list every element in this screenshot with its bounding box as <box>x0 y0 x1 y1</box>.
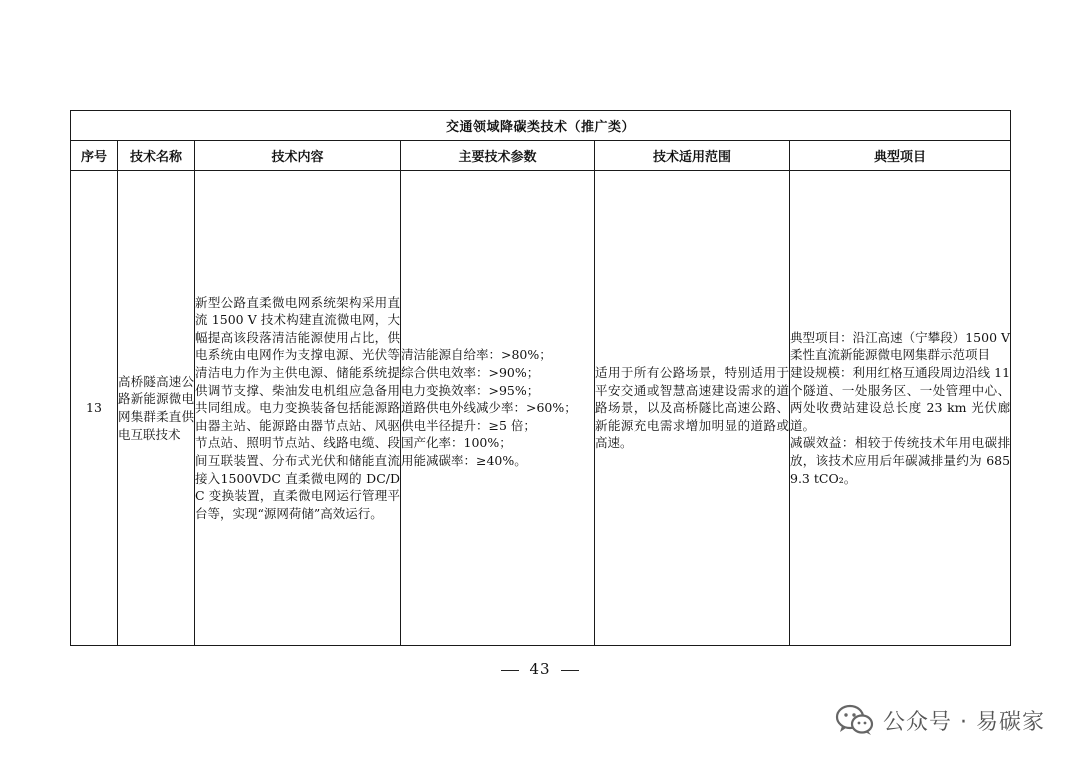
param-line: 国产化率：100%； <box>401 435 512 451</box>
project-paragraph: 建设规模：利用红格互通段周边沿线 11 个隧道、一处服务区、一处管理中心、两处收费站建设总长度 23 km 光伏廊道。 <box>790 365 1011 433</box>
row-main-params <box>401 171 595 646</box>
table-header-row <box>71 141 1011 171</box>
watermark <box>835 702 1045 738</box>
wechat-icon <box>835 703 875 737</box>
param-line: 综合供电效率：>90%； <box>401 365 540 381</box>
row-tech-content: 新型公路直柔微电网系统架构采用直流 1500 V 技术构建直流微电网，大幅提高该段落清洁能源使用占比，供电系统由电网作为支撑电源、光伏等清洁电力作为主供电源、储能系统提供调节支撑、柴油发电机组应急备用共同组成。电力变换装备包括能源路由器主站、能源路由器节点站、风驱节点站、照明节点站、线路电缆、段间互联装置、分布式光伏和储能直流接入1500VDC 直柔微电网的 DC/DC 变换装置，直柔微电网运行管理平台等，实现“源网荷储”高效运行。 <box>195 171 401 646</box>
row-typical-project <box>790 171 1011 646</box>
header-tech-name: 技术名称 <box>118 141 195 171</box>
param-line: 供电半径提升：≥5 倍； <box>401 417 536 433</box>
row-tech-name: 高桥隧高速公路新能源微电网集群柔直供电互联技术 <box>118 171 195 646</box>
row-scope: 适用于所有公路场景，特别适用于平安交通或智慧高速建设需求的道路场景，以及高桥隧比高速公路、新能源充电需求增加明显的道路或高速。 <box>595 171 790 646</box>
page-number-value: 43 <box>529 660 551 678</box>
param-line: 道路供电外线减少率：>60%； <box>401 400 577 416</box>
header-scope: 技术适用范围 <box>595 141 790 171</box>
param-line: 用能减碳率：≥40%。 <box>401 452 527 468</box>
page-number <box>0 660 1080 678</box>
project-paragraph: 减碳效益：相较于传统技术年用电碳排放，该技术应用后年碳减排量约为 6859.3 tCO₂。 <box>790 435 1011 486</box>
param-line: 电力变换效率：>95%； <box>401 382 540 398</box>
header-index: 序号 <box>71 141 118 171</box>
header-typical-project: 典型项目 <box>790 141 1011 171</box>
row-index: 13 <box>71 171 118 646</box>
dash-left <box>501 670 519 671</box>
param-line: 清洁能源自给率：>80%； <box>401 347 552 363</box>
project-paragraph: 典型项目：沿江高速（宁攀段）1500 V 柔性直流新能源微电网集群示范项目 <box>790 329 1011 363</box>
watermark-text: 公众号 · 易碳家 <box>883 709 1045 735</box>
table-title: 交通领域降碳类技术（推广类） <box>71 111 1011 141</box>
table-title-row <box>71 111 1011 141</box>
dash-right <box>561 670 579 671</box>
header-main-params: 主要技术参数 <box>401 141 595 171</box>
technology-table <box>70 110 1011 646</box>
table-row <box>71 171 1011 646</box>
header-tech-content: 技术内容 <box>195 141 401 171</box>
